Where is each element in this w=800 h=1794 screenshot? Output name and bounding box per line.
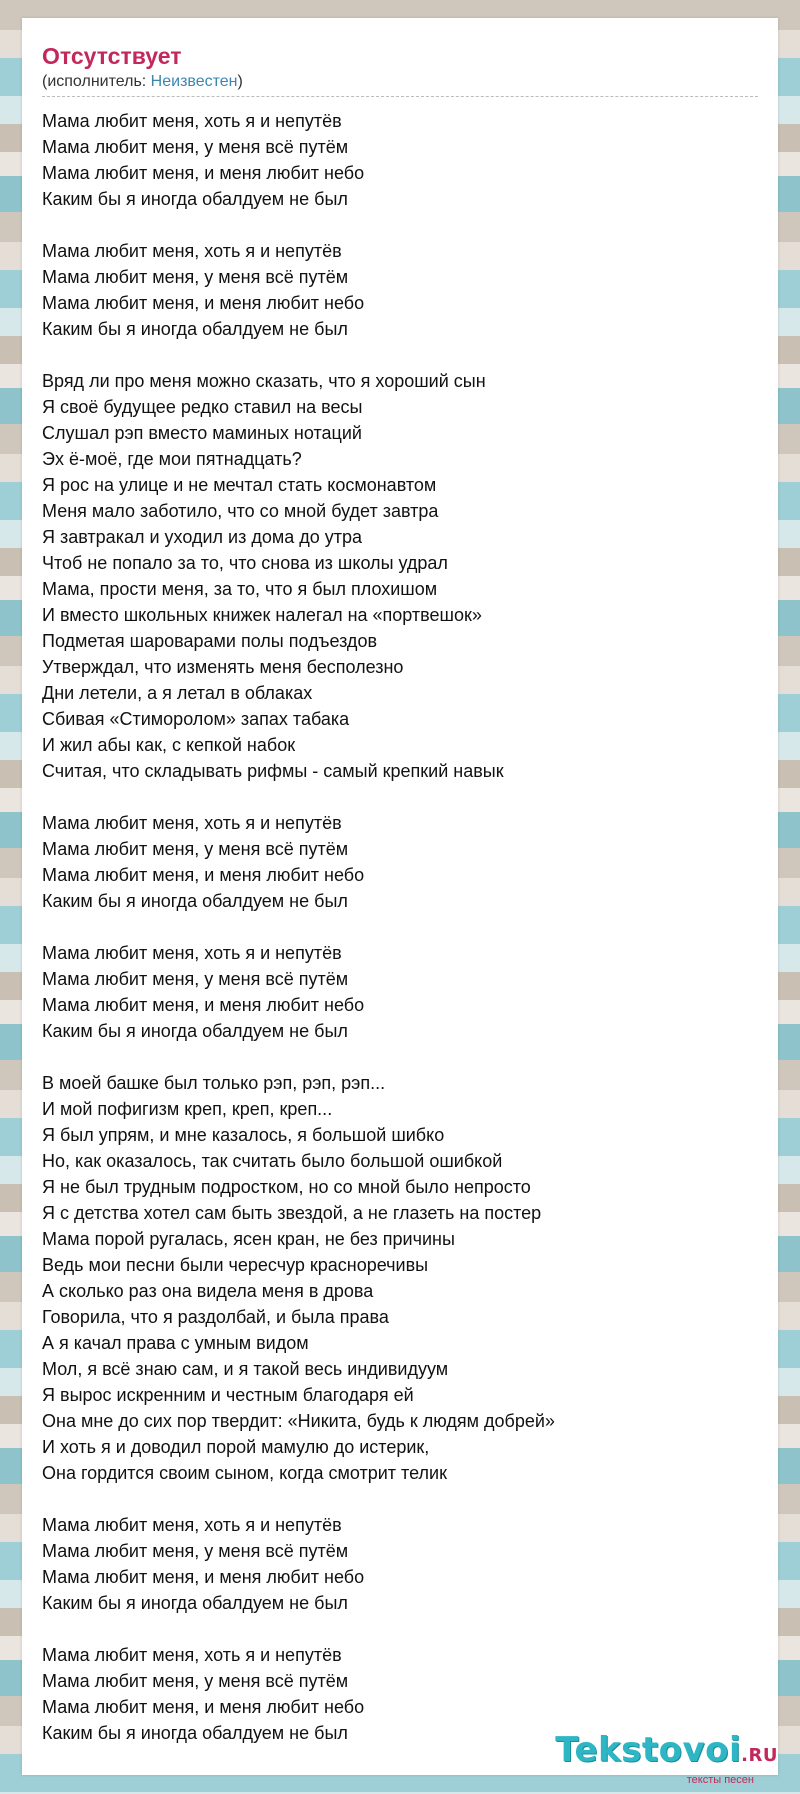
- lyrics-text: [42, 108, 758, 1746]
- lyrics-stanza: [42, 1512, 758, 1616]
- lyrics-line: Утверждал, что изменять меня бесполезно: [42, 657, 404, 677]
- lyrics-line: Она гордится своим сыном, когда смотрит телик: [42, 1463, 447, 1483]
- song-title: Отсутствует: [42, 43, 182, 69]
- lyrics-line: И мой пофигизм креп, креп, креп...: [42, 1099, 333, 1119]
- lyrics-line: Мама любит меня, у меня всё путём: [42, 267, 349, 287]
- lyrics-line: Считая, что складывать рифмы - самый крепкий навык: [42, 761, 504, 781]
- lyrics-line: Я своё будущее редко ставил на весы: [42, 397, 363, 417]
- lyrics-line: Мама любит меня, хоть я и непутёв: [42, 241, 342, 261]
- lyrics-line: Мама любит меня, хоть я и непутёв: [42, 111, 342, 131]
- lyrics-line: Каким бы я иногда обалдуем не был: [42, 319, 348, 339]
- lyrics-line: Каким бы я иногда обалдуем не был: [42, 189, 348, 209]
- site-logo[interactable]: [555, 1732, 778, 1786]
- lyrics-line: Мама любит меня, у меня всё путём: [42, 1541, 349, 1561]
- lyrics-line: Мама любит меня, хоть я и непутёв: [42, 943, 342, 963]
- lyrics-line: Мама любит меня, у меня всё путём: [42, 969, 349, 989]
- lyrics-line: Мама любит меня, у меня всё путём: [42, 1671, 349, 1691]
- lyrics-line: Эх ё-моё, где мои пятнадцать?: [42, 449, 302, 469]
- lyrics-line: Я был упрям, и мне казалось, я большой шибко: [42, 1125, 445, 1145]
- lyrics-line: Подметая шароварами полы подъездов: [42, 631, 378, 651]
- lyrics-line: Каким бы я иногда обалдуем не был: [42, 1723, 348, 1743]
- lyrics-line: Она мне до сих пор твердит: «Никита, будь к людям добрей»: [42, 1411, 555, 1431]
- lyrics-line: И вместо школьных книжек налегал на «портвешок»: [42, 605, 482, 625]
- lyrics-line: А я качал права с умным видом: [42, 1333, 309, 1353]
- lyrics-line: Дни летели, а я летал в облаках: [42, 683, 313, 703]
- lyrics-stanza: [42, 368, 758, 784]
- lyrics-line: А сколько раз она видела меня в дрова: [42, 1281, 374, 1301]
- lyrics-line: Мама любит меня, хоть я и непутёв: [42, 813, 342, 833]
- lyrics-line: Мама любит меня, хоть я и непутёв: [42, 1645, 342, 1665]
- lyrics-line: Мама порой ругалась, ясен кран, не без причины: [42, 1229, 455, 1249]
- lyrics-card: [22, 18, 778, 1775]
- lyrics-line: Ведь мои песни были чересчур красноречивы: [42, 1255, 429, 1275]
- lyrics-stanza: [42, 108, 758, 212]
- lyrics-line: Говорила, что я раздолбай, и была права: [42, 1307, 389, 1327]
- lyrics-stanza: [42, 940, 758, 1044]
- lyrics-line: Мама любит меня, у меня всё путём: [42, 839, 349, 859]
- artist-link[interactable]: Неизвестен: [150, 73, 238, 90]
- lyrics-line: Чтоб не попало за то, что снова из школы удрал: [42, 553, 448, 573]
- lyrics-line: И жил абы как, с кепкой набок: [42, 735, 296, 755]
- lyrics-line: Мама любит меня, и меня любит небо: [42, 163, 365, 183]
- logo-main-text: Tekstovoi: [555, 1730, 742, 1770]
- lyrics-line: Каким бы я иногда обалдуем не был: [42, 1593, 348, 1613]
- lyrics-stanza: [42, 1070, 758, 1486]
- artist-line: [42, 72, 758, 97]
- lyrics-stanza: [42, 238, 758, 342]
- logo-tagline: тексты песен: [686, 1774, 754, 1786]
- lyrics-line: Мол, я всё знаю сам, и я такой весь индивидуум: [42, 1359, 449, 1379]
- lyrics-line: Я рос на улице и не мечтал стать космонавтом: [42, 475, 437, 495]
- lyrics-line: В моей башке был только рэп, рэп, рэп...: [42, 1073, 386, 1093]
- lyrics-line: Мама любит меня, и меня любит небо: [42, 865, 365, 885]
- lyrics-line: Каким бы я иногда обалдуем не был: [42, 1021, 348, 1041]
- lyrics-stanza: [42, 810, 758, 914]
- lyrics-line: Меня мало заботило, что со мной будет завтра: [42, 501, 439, 521]
- logo-wordmark: [555, 1732, 778, 1774]
- lyrics-line: Мама любит меня, у меня всё путём: [42, 137, 349, 157]
- lyrics-line: Я завтракал и уходил из дома до утра: [42, 527, 363, 547]
- lyrics-line: Мама, прости меня, за то, что я был плохишом: [42, 579, 438, 599]
- lyrics-line: Мама любит меня, хоть я и непутёв: [42, 1515, 342, 1535]
- lyrics-line: Сбивая «Стиморолом» запах табака: [42, 709, 350, 729]
- logo-tld: .RU: [741, 1745, 778, 1766]
- lyrics-line: И хоть я и доводил порой мамулю до истерик,: [42, 1437, 430, 1457]
- lyrics-line: Я с детства хотел сам быть звездой, а не глазеть на постер: [42, 1203, 542, 1223]
- artist-suffix: ): [237, 73, 243, 90]
- lyrics-line: Мама любит меня, и меня любит небо: [42, 293, 365, 313]
- lyrics-line: Мама любит меня, и меня любит небо: [42, 1697, 365, 1717]
- lyrics-line: Вряд ли про меня можно сказать, что я хороший сын: [42, 371, 486, 391]
- lyrics-line: Каким бы я иногда обалдуем не был: [42, 891, 348, 911]
- lyrics-line: Я вырос искренним и честным благодаря ей: [42, 1385, 414, 1405]
- lyrics-line: Слушал рэп вместо маминых нотаций: [42, 423, 362, 443]
- lyrics-line: Я не был трудным подростком, но со мной было непросто: [42, 1177, 531, 1197]
- artist-prefix: (исполнитель:: [42, 73, 151, 90]
- lyrics-line: Но, как оказалось, так считать было большой ошибкой: [42, 1151, 503, 1171]
- lyrics-line: Мама любит меня, и меня любит небо: [42, 1567, 365, 1587]
- lyrics-line: Мама любит меня, и меня любит небо: [42, 995, 365, 1015]
